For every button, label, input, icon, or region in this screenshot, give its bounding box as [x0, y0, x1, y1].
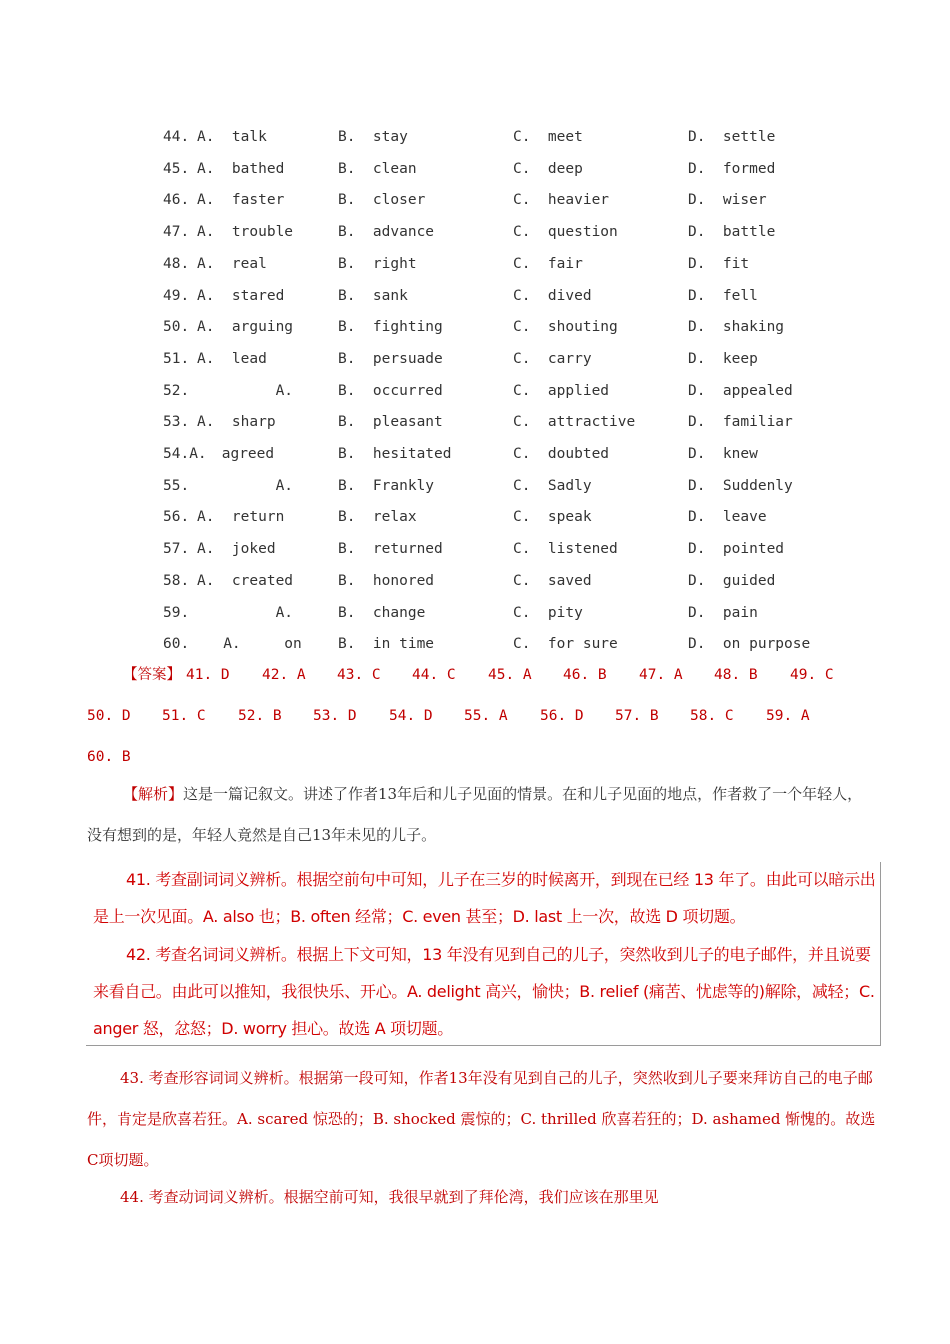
option-a: A. created — [197, 572, 294, 589]
answer-item: 52. B — [238, 708, 282, 724]
answer-item: 49. C — [790, 667, 834, 683]
option-b: B. persuade — [338, 350, 443, 367]
question-option-row — [0, 220, 950, 244]
answer-item: 43. C — [337, 667, 381, 683]
option-d: D. fit — [688, 255, 750, 272]
option-b: B. advance — [338, 224, 435, 241]
question-option-row — [0, 157, 950, 181]
option-a: A. arguing — [197, 319, 294, 336]
option-c: C. fair — [513, 255, 583, 272]
option-a: A. trouble — [197, 224, 294, 241]
question-option-row — [0, 569, 950, 593]
option-c: C. listened — [513, 541, 618, 558]
option-b: B. honored — [338, 572, 435, 589]
option-c: C. applied — [513, 382, 610, 399]
option-b: B. Frankly — [338, 477, 435, 494]
question-number: 50. — [163, 319, 190, 336]
option-c: C. question — [513, 224, 618, 241]
option-d: D. familiar — [688, 414, 793, 431]
answer-label: 【答案】 — [123, 667, 181, 683]
option-a: A. bathed — [197, 160, 285, 177]
answer-item: 53. D — [313, 708, 357, 724]
option-a: A. on — [197, 636, 302, 653]
option-b: B. occurred — [338, 382, 443, 399]
question-number: 57. — [163, 541, 190, 558]
option-d: D. settle — [688, 129, 776, 145]
option-a: A. — [197, 477, 294, 494]
question-option-row — [0, 474, 950, 498]
note-44: 44. 考查动词词义辨析。根据空前可知，我很早就到了拜伦湾，我们应该在那里见 — [120, 1188, 659, 1206]
answer-item: 56. D — [540, 708, 584, 724]
option-b: B. clean — [338, 160, 417, 177]
question-number: 44. — [163, 129, 190, 145]
option-a: A. lead — [197, 350, 267, 367]
option-d: D. battle — [688, 224, 776, 241]
option-c: C. deep — [513, 160, 583, 177]
option-b: B. closer — [338, 192, 426, 209]
question-number: 47. — [163, 224, 190, 241]
question-number: 55. — [163, 477, 190, 494]
answer-item: 54. D — [389, 708, 433, 724]
question-number: 52. — [163, 382, 190, 399]
option-d: D. leave — [688, 509, 767, 526]
answer-item: 47. A — [639, 667, 683, 683]
option-a: agreed — [213, 446, 275, 462]
question-number: 58. — [163, 572, 190, 589]
option-c: C. attractive — [513, 414, 636, 431]
note-43: 43. 考查形容词词义辨析。根据第一段可知，作者13年没有见到自己的儿子，突然收到儿子要来拜访自己的电子邮件，肯定是欣喜若狂。A. scared 惊恐的；B. shocked 震惊的；C. thrilled 欣喜若狂的；D. ashamed 惭愧的。故选C项切题。 — [87, 1069, 876, 1169]
question-option-row — [0, 379, 950, 403]
answer-item: 59. A — [766, 708, 810, 724]
option-d: D. knew — [688, 446, 758, 462]
option-b: B. sank — [338, 287, 408, 304]
question-number: 56. — [163, 509, 190, 526]
question-number: 59. — [163, 604, 190, 621]
option-a: A. — [197, 382, 294, 399]
option-c: C. for sure — [513, 636, 618, 653]
option-d: D. guided — [688, 572, 776, 589]
answer-item: 55. A — [464, 708, 508, 724]
option-d: D. pointed — [688, 541, 785, 558]
answer-item: 41. D — [186, 667, 230, 683]
option-a: A. joked — [197, 541, 276, 558]
note-42: 42. 考查名词词义辨析。根据上下文可知，13 年没有见到自己的儿子，突然收到儿子的电子邮件，并且说要来看自己。由此可以推知，我很快乐、开心。A. delight 高兴，愉快；B. relief (痛苦、忧虑等的)解除，减轻；C. anger 怒，忿怒；D. worry 担心。故选 A 项切题。 — [93, 945, 875, 1038]
question-option-row — [0, 632, 950, 656]
question-option-row — [0, 537, 950, 561]
option-a: A. sharp — [197, 414, 276, 431]
option-d: D. formed — [688, 160, 776, 177]
option-c: C. speak — [513, 509, 592, 526]
answer-line-2 — [87, 704, 827, 728]
option-a: A. real — [197, 255, 267, 272]
option-a: A. talk — [197, 129, 267, 145]
option-b: B. change — [338, 604, 426, 621]
option-c: C. carry — [513, 350, 592, 367]
question-option-row — [0, 410, 950, 434]
option-c: C. pity — [513, 604, 583, 621]
question-option-row — [0, 284, 950, 308]
option-d: D. shaking — [688, 319, 785, 336]
question-number: 49. — [163, 287, 190, 304]
question-number: 53. — [163, 414, 190, 431]
option-d: D. pain — [688, 604, 758, 621]
answer-item: 45. A — [488, 667, 532, 683]
answer-item: 57. B — [615, 708, 659, 724]
question-number: 54.A. — [163, 446, 207, 462]
option-a: A. return — [197, 509, 285, 526]
analysis-paragraph — [87, 774, 877, 856]
option-d: D. Suddenly — [688, 477, 793, 494]
option-c: C. Sadly — [513, 477, 592, 494]
question-number: 46. — [163, 192, 190, 209]
option-b: B. relax — [338, 509, 417, 526]
option-a: A. faster — [197, 192, 285, 209]
answer-line-3 — [87, 745, 187, 769]
answer-item: 46. B — [563, 667, 607, 683]
answer-item: 50. D — [87, 708, 131, 724]
question-option-row — [0, 505, 950, 529]
answer-item: 51. C — [162, 708, 206, 724]
option-b: B. in time — [338, 636, 435, 653]
question-number: 45. — [163, 160, 190, 177]
option-a: A. — [197, 604, 294, 621]
option-d: D. keep — [688, 350, 758, 367]
analysis-label: 【解析】 — [123, 785, 184, 803]
option-d: D. fell — [688, 287, 758, 304]
option-b: B. fighting — [338, 319, 443, 336]
option-c: C. shouting — [513, 319, 618, 336]
question-option-row — [0, 442, 950, 466]
question-number: 60. — [163, 636, 190, 653]
answer-item: 60. B — [87, 749, 131, 765]
option-b: B. right — [338, 255, 417, 272]
option-c: C. heavier — [513, 192, 610, 209]
analysis-text: 这是一篇记叙文。讲述了作者13年后和儿子见面的情景。在和儿子见面的地点，作者救了一个年轻人，没有想到的是，年轻人竟然是自己13年未见的儿子。 — [87, 785, 863, 844]
question-option-row — [0, 188, 950, 212]
question-option-row — [0, 347, 950, 371]
option-b: B. returned — [338, 541, 443, 558]
option-c: C. dived — [513, 287, 592, 304]
option-a: A. stared — [197, 287, 285, 304]
option-d: D. on purpose — [688, 636, 811, 653]
answer-item: 44. C — [412, 667, 456, 683]
question-option-row — [0, 125, 950, 149]
note-41: 41. 考查副词词义辨析。根据空前句中可知，儿子在三岁的时候离开，到现在已经 13 年了。由此可以暗示出是上一次见面。A. also 也；B. often 经常；C. even 甚至；D. last 上一次，故选 D 项切题。 — [93, 870, 876, 926]
option-c: C. doubted — [513, 446, 610, 462]
question-option-row — [0, 601, 950, 625]
question-number: 51. — [163, 350, 190, 367]
answer-line-1 — [123, 663, 843, 687]
option-c: C. saved — [513, 572, 592, 589]
option-d: D. wiser — [688, 192, 767, 209]
answer-item: 48. B — [714, 667, 758, 683]
option-b: B. stay — [338, 129, 408, 145]
question-option-row — [0, 252, 950, 276]
option-b: B. hesitated — [338, 446, 452, 462]
option-b: B. pleasant — [338, 414, 443, 431]
question-number: 48. — [163, 255, 190, 272]
option-d: D. appealed — [688, 382, 793, 399]
answer-item: 42. A — [262, 667, 306, 683]
answer-item: 58. C — [690, 708, 734, 724]
question-option-row — [0, 315, 950, 339]
option-c: C. meet — [513, 129, 583, 145]
